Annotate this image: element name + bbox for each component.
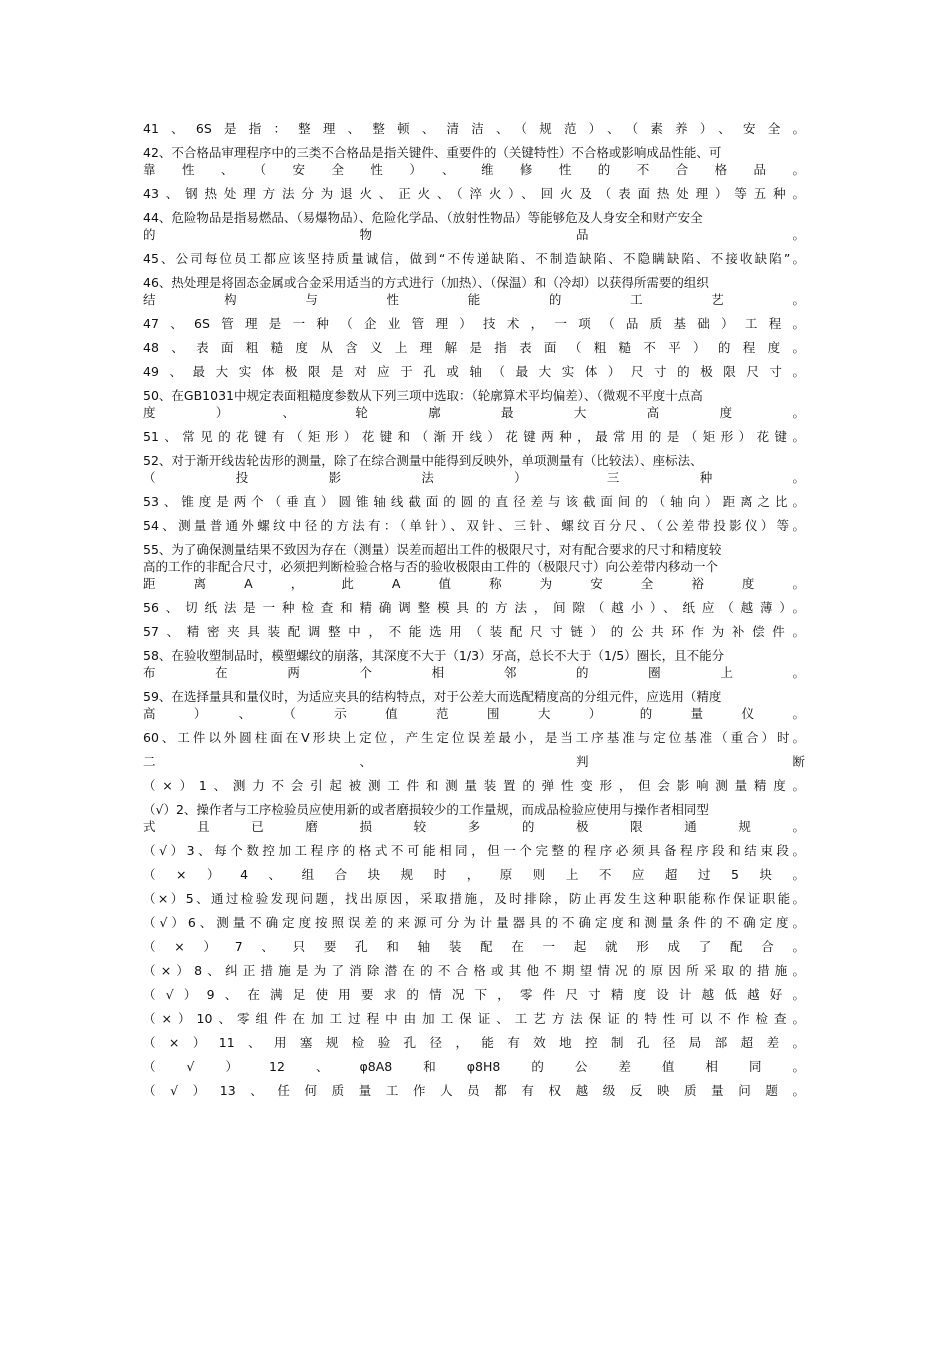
judge-item	[143, 986, 805, 1003]
item-line: 41、6S是指：整理、整顿、清洁、（规范）、（素养）、安全。	[143, 121, 805, 136]
fill-in-item	[143, 250, 805, 267]
item-line: 47、6S管理是一种（企业管理）技术，一项（品质基础）工程。	[143, 316, 805, 331]
fill-in-item	[143, 315, 805, 332]
item-line: （×）5、通过检验发现问题，找出原因，采取措施，及时排除，防止再发生这种职能称作保证职能。	[143, 891, 805, 906]
fill-in-item	[143, 428, 805, 445]
judge-item	[143, 962, 805, 979]
judge-item	[143, 801, 805, 835]
document-content	[143, 120, 805, 1106]
item-line: 结构与性能的工艺。	[143, 292, 805, 307]
fill-in-item	[143, 729, 805, 746]
fill-in-item	[143, 387, 805, 421]
item-line: 布在两个相邻的圈上。	[143, 665, 805, 680]
judge-item	[143, 890, 805, 907]
fill-in-item	[143, 144, 805, 178]
fill-in-item	[143, 363, 805, 380]
item-line: 42、不合格品审理程序中的三类不合格品是指关键件、重要件的（关键特性）不合格或影响成品性能、可	[143, 145, 722, 160]
item-line: 度）、轮廓最大高度。	[143, 405, 805, 420]
item-line: 的物品。	[143, 227, 805, 242]
item-line: 57、精密夹具装配调整中，不能选用（装配尺寸链）的公共环作为补偿件。	[143, 624, 805, 639]
fill-in-item	[143, 452, 805, 486]
item-line: 44、危险物品是指易燃品、（易爆物品）、危险化学品、（放射性物品）等能够危及人身安全和财产安全	[143, 210, 703, 225]
item-line: 53、锥度是两个（垂直）圆锥轴线截面的圆的直径差与该截面间的（轴向）距离之比。	[143, 494, 805, 509]
judge-item	[143, 1010, 805, 1027]
item-line: 49、最大实体极限是对应于孔或轴（最大实体）尺寸的极限尺寸。	[143, 364, 805, 379]
judge-item	[143, 914, 805, 931]
judge-item	[143, 866, 805, 883]
judge-item	[143, 1034, 805, 1051]
fill-in-item	[143, 185, 805, 202]
item-line: （√）6、测量不确定度按照误差的来源可分为计量器具的不确定度和测量条件的不确定度。	[143, 915, 805, 930]
fill-in-item	[143, 339, 805, 356]
item-line: 高）、（示值范围大）的量仪。	[143, 706, 805, 721]
fill-in-item	[143, 647, 805, 681]
item-line: （×）8、纠正措施是为了消除潜在的不合格或其他不期望情况的原因所采取的措施。	[143, 963, 805, 978]
item-line: 43、钢热处理方法分为退火、正火、（淬火）、回火及（表面热处理）等五种。	[143, 186, 805, 201]
item-line: 51、常见的花键有（矩形）花键和（渐开线）花键两种，最常用的是（矩形）花键。	[143, 429, 805, 444]
item-line: （×）1、测力不会引起被测工件和测量装置的弹性变形，但会影响测量精度。	[143, 778, 805, 793]
judge-item	[143, 1058, 805, 1075]
fill-in-item	[143, 493, 805, 510]
fill-in-item	[143, 623, 805, 640]
item-line: 靠性、（安全性）、维修性的不合格品。	[143, 162, 805, 177]
item-line: （√）9、在满足使用要求的情况下，零件尺寸精度设计越低越好。	[143, 987, 805, 1002]
item-line: 50、在GB1031中规定表面粗糙度参数从下列三项中选取：（轮廓算术平均偏差）、（微观不平度十点高	[143, 388, 703, 403]
section-heading-judge: 二、判断	[143, 754, 805, 769]
item-line: （√）2、操作者与工序检验员应使用新的或者磨损较少的工作量规，而成品检验应使用与操作者相同型	[143, 802, 709, 817]
item-line: 式且已磨损较多的极限通规。	[143, 819, 805, 834]
judge-item	[143, 777, 805, 794]
fill-in-item	[143, 274, 805, 308]
true-false-answer-list	[143, 777, 805, 1099]
item-line: （√）3、每个数控加工程序的格式不可能相同，但一个完整的程序必须具备程序段和结束段。	[143, 843, 805, 858]
item-line: 52、对于渐开线齿轮齿形的测量，除了在综合测量中能得到反映外，单项测量有（比较法）、座标法、	[143, 453, 703, 468]
fill-in-item	[143, 599, 805, 616]
fill-in-answer-list	[143, 120, 805, 746]
item-line: 56、切纸法是一种检查和精确调整模具的方法，间隙（越小）、纸应（越薄）。	[143, 600, 805, 615]
item-line: （×）11、用塞规检验孔径，能有效地控制孔径局部超差。	[143, 1035, 805, 1050]
item-line: （×）10、零组件在加工过程中由加工保证、工艺方法保证的特性可以不作检查。	[143, 1011, 805, 1026]
item-line: （√）13、任何质量工作人员都有权越级反映质量问题。	[143, 1083, 805, 1098]
item-line: 高的工作的非配合尺寸，必须把判断检验合格与否的验收极限由工件的（极限尺寸）向公差带内移动一个	[143, 559, 719, 574]
fill-in-item	[143, 541, 805, 592]
judge-item	[143, 938, 805, 955]
item-line: 59、在选择量具和量仪时，为适应夹具的结构特点，对于公差大而选配精度高的分组元件，应选用（精度	[143, 689, 722, 704]
item-line: （×）7、只要孔和轴装配在一起就形成了配合。	[143, 939, 805, 954]
item-line: 54、测量普通外螺纹中径的方法有：（单针）、双针、三针、螺纹百分尺、（公差带投影仪）等。	[143, 518, 805, 533]
fill-in-item	[143, 688, 805, 722]
judge-item	[143, 842, 805, 859]
item-line: 46、热处理是将固态金属或合金采用适当的方式进行（加热）、（保温）和（冷却）以获得所需要的组织	[143, 275, 709, 290]
fill-in-item	[143, 517, 805, 534]
item-line: 60、工件以外圆柱面在V形块上定位，产生定位误差最小，是当工序基准与定位基准（重合）时。	[143, 730, 805, 745]
item-line: （×）4、组合块规时，原则上不应超过5块。	[143, 867, 805, 882]
fill-in-item	[143, 209, 805, 243]
item-line: 55、为了确保测量结果不致因为存在（测量）误差而超出工件的极限尺寸，对有配合要求的尺寸和精度较	[143, 542, 722, 557]
item-line: 45、公司每位员工都应该坚持质量诚信，做到“不传递缺陷、不制造缺陷、不隐瞒缺陷、不接收缺陷”。	[143, 251, 805, 266]
item-line: 58、在验收塑制品时，模塑螺纹的崩落，其深度不大于（1/3）牙高，总长不大于（1/5）圈长，且不能分	[143, 648, 725, 663]
item-line: 48、表面粗糙度从含义上理解是指表面（粗糙不平）的程度。	[143, 340, 805, 355]
item-line: （投影法）三种。	[143, 470, 805, 485]
judge-item	[143, 1082, 805, 1099]
item-line: （√）12、φ8A8和φ8H8的公差值相同。	[143, 1059, 805, 1074]
item-line: 距离A，此A值称为安全裕度。	[143, 576, 805, 591]
fill-in-item	[143, 120, 805, 137]
